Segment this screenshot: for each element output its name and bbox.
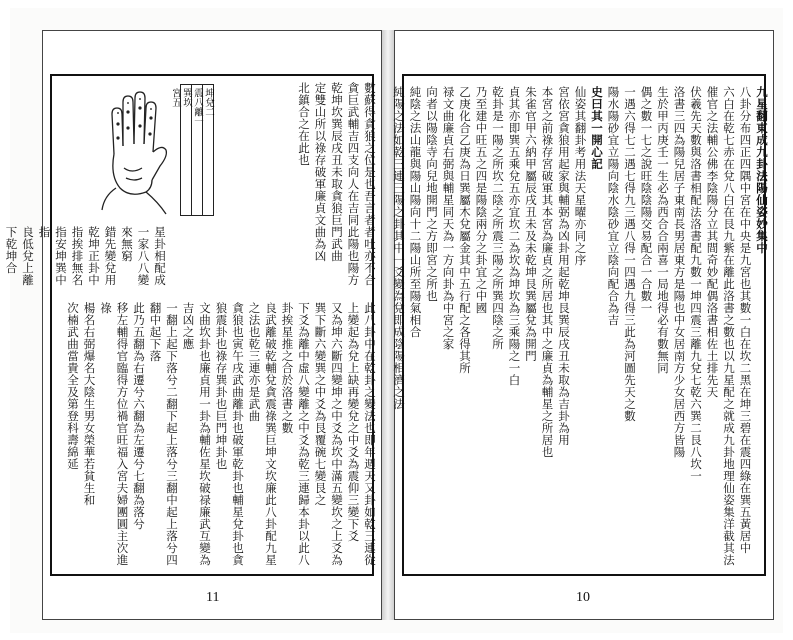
right-page-frame [392,74,769,576]
table-cell: 坤兌二 [202,85,213,215]
text-column: 催官之法輔公佛李陰陽分立其間奇妙配偶洛書相佐土排先天 [705,86,720,398]
text-column: 朱雀官甲六納甲屬辰戌丑未及未乾坤艮巽屬兌為開門 [524,86,538,362]
text-column: 乾卦是一陽之所坎二陰之所震三陽之所巽四陰之所 [491,86,505,350]
text-column: 指挨排無名指安坤巽中指 [37,226,85,286]
text-column: 良低兌上離下乾坤合 [4,226,35,286]
text-column: 乃至建中旺五之四是陽陰兩分之卦宜之中國 [474,86,489,314]
text-column: 錯先變兌用乾坤正卦中 [87,226,118,286]
text-column: 純陽之法如乾三連三陽之卦其中一爻變為兌即成陰陽相濟之法 [392,86,406,410]
text-column: 洛書三四為陽兒居子東南長男居東方是陽也中女居南方少女居西方皆陽 [672,86,687,458]
text-column: 下爻為離中虛八變離之中爻為乾三連歸本卦以此八卦挨星推之合於洛書之數 [280,302,311,566]
right-main-text [392,86,770,600]
table-cell: 宮五 [170,88,181,107]
text-column: 定雙山所以祿存破軍廉貞文曲為凶 [313,82,328,262]
text-column: 楊名右弼爆名大陰生男女榮華若貧生和 [82,302,97,506]
text-column: 此八卦中在乾卦之變法也即年週天又卦如乾三連從上變起為兌上缺再變兌之中爻為震仰三變下爻 [346,302,377,566]
text-column: 北鎮合之在此也 [297,82,311,166]
text-column: 禄文曲廉貞右弼與輔星同天為一方向卦為中宮之家 [441,86,456,350]
text-column: 文曲坎卦也廉貞用一卦為輔佐星坎破禄廉武互變為吉凶之應 [181,302,212,566]
text-column: 貪巨武輔吉四支向人在吉同此陽也陽方 [346,82,361,286]
section-heading: 史曰其一開心記 [590,86,604,170]
page-number: 10 [576,590,590,605]
text-column: 仙姿其翻卦考用法天星曜亦同之序 [573,86,588,266]
text-column: 生於甲丙庚壬一生必為西合合兩喜一局地得必有數無同 [656,86,670,374]
text-column: 貪狼也寅午戌武曲離卦也破軍乾卦也輔星兌卦也貪狼震卦也祿存巽卦也巨門坤卦也 [214,302,245,566]
text-column: 伏羲先天數與洛書相配法洛書配九數一坤四震三離九兌七乾六巽二艮八坎一 [689,86,703,482]
text-column: 乾坤坎巽辰戌丑未取貪狼巨門武曲 [330,82,344,262]
text-column: 數蘇得貪狼之位是也吾言者者吐亦不合 [363,82,377,286]
text-column: 本宮之前祿存宮破軍其本宮為廉貞之所居也其中之廉貞為輔星之所居也 [540,86,555,458]
left-bottom-text [58,302,378,574]
text-column: 星卦相配成一家八八變來無窮 [120,226,167,286]
text-column: 一遇六得七二遇七得九三遇八得一四遇九得三此為河圖先天之數 [623,86,637,422]
palm-hand-illustration [96,84,176,224]
text-column: 向者以陽陰寺向兒地開門之方即宮之所也 [425,86,439,302]
left-page-frame [4,74,377,576]
page-number: 11 [206,590,220,605]
text-column: 宮依宮貪狼用起家與輔弼為凶卦用起乾坤艮巽辰戌丑未取為吉卦為用 [557,86,571,446]
text-column: 純陰之法山龍與陽山陽向十二陽山所至陽氣相合 [408,86,423,338]
text-column: 此乃五翻為右遷兮六翻為左遷兮七翻為落兮 [132,302,146,530]
text-column: 六白在乾七赤在兌八白在艮九紫在離此洛書之數也以九星配之就成九卦地理仙姿集洋截其法 [722,86,736,566]
text-column: 陽水陽砂宜立陽向陰水陰砂宜立陰向配合為吉 [606,86,621,326]
left-top-right-text [212,82,378,296]
text-column: 移左輔得官臨得方位禍官旺福入宮夫婦團圓主次進祿 [99,302,130,566]
right-page [394,30,774,620]
hand-caption [4,226,168,296]
text-column: 一翻上起下落兮二翻下起上落兮三翻中起上落兮四翻中起下落 [148,302,179,566]
table-cell: 震八離一 [191,85,202,215]
text-column: 次楠武曲當貴全及第登科壽綿延 [66,302,80,470]
text-column: 良武離破乾輔兌貪震祿巽巨坤文坎廉此八卦配九星之法也乾三連亦是武曲 [247,302,278,566]
book-spread [4,8,783,633]
table-cell: 巽坎 [180,85,191,215]
trigram-table [170,84,214,216]
section-title: 九星翻東成九卦法陽仙姿妙集中 [755,86,769,254]
text-column: 偶之數一七之說旺陰陰陽交易配合一合數一 [639,86,654,314]
text-column: 又為坤六斷四變坤之中爻為坎中滿五變坎之上爻為巽下斷六變巽之中爻為艮覆碗七變艮之 [313,302,344,566]
text-column: 八卦分布四正四隅中宮在中央是九宮也其數一白在坎二黑在坤三碧在震四綠在巽五黃居中 [738,86,753,554]
text-column: 乙庚化合乙庚為日巽屬木兌屬金其中五行配之各得其所 [458,86,472,374]
left-page [4,30,382,620]
text-column: 貞其亦即巽五乘兌五亦宜坎二為坎為坤坎為三乘陽之一白 [507,86,522,386]
